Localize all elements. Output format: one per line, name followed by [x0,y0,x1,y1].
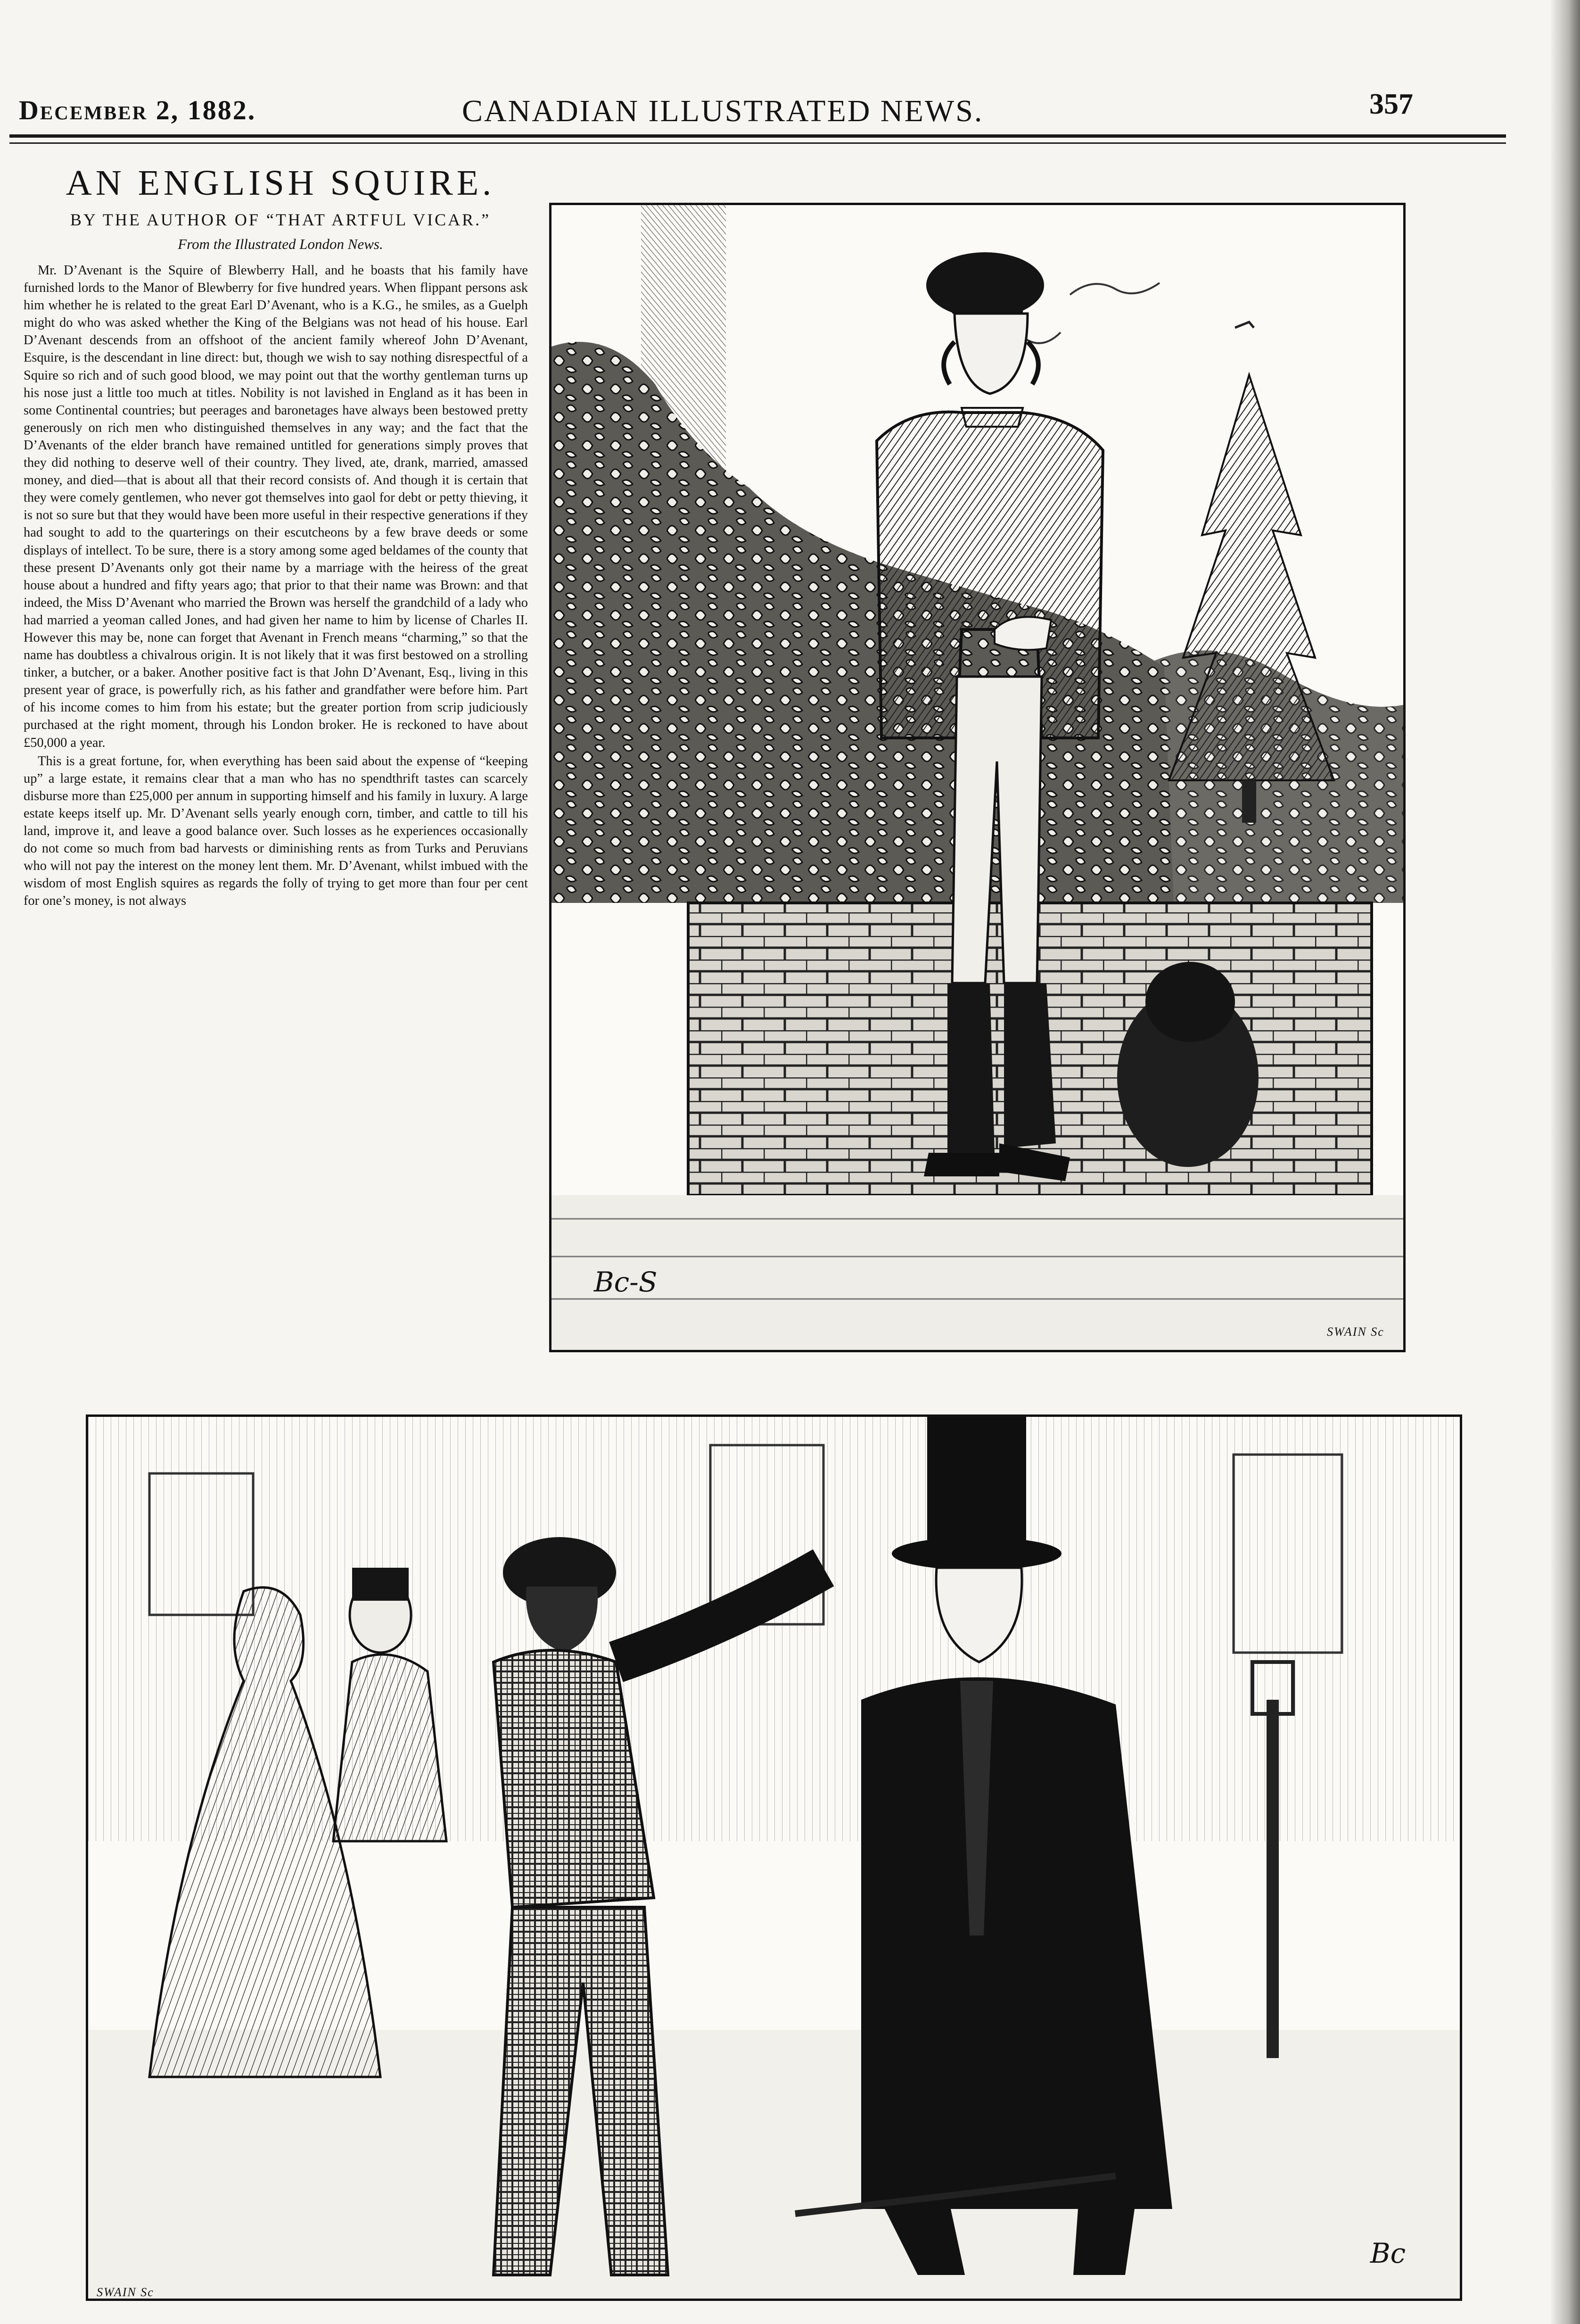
street-scene-drawing [88,1417,1460,2299]
article-title: AN ENGLISH SQUIRE. [66,163,495,203]
engraver-credit: SWAIN Sc [97,2285,154,2299]
publication-title: CANADIAN ILLUSTRATED NEWS. [462,94,984,128]
squire-engraving [549,203,1406,1352]
article-byline: BY THE AUTHOR OF “THAT ARTFUL VICAR.” [70,210,491,229]
article-paragraph: Mr. D’Avenant is the Squire of Blewberry Hall, and he boasts that his family have furnished lords to the Manor of Blewberry for five hundred years. When flippant persons ask him whether he is related to the great Earl D’Avenant, who is a K.G., he smiles, as a Guelph might do who was asked whether the King of the Belgians was not head of his house. Earl D’Avenant descends from an offshoot of the ancient family whereof John D’Avenant, Esquire, is the descendant in line direct: but, though we wish to say nothing disrespectful of a Squire so rich and of such good blood, we may point out that the worthy gentleman turns up his nose just a little too much at titles. Nobility is not lavished in England as it has been in some Continental countries; but peerages and baronetages have always been bestowed pretty generously on rich men who distinguished themselves in any way; and the fact that the D’Avenants of the elder branch have remained untitled for generations simply proves that they did nothing to deserve well of their country. They lived, ate, drank, married, amassed money, and died—that is about all that their record consists of. And though it is certain that they were comely gentlemen, who never got themselves into gaol for debt or petty thieving, it is not so sure but that they would have been more useful in their respective generations if they had sought to add to the quarterings on their escutcheons by a few brave deeds or some displays of intellect. To be sure, there is a story among some aged beldames of the county that these present D’Avenants only got their name by a marriage with the heiress of the great house about a hundred and fifty years ago; that prior to that their name was Brown: and that indeed, the Miss D’Avenant who married the Brown was herself the grandchild of a lady who had married a yeoman called Jones, and had given her name to him by license of Charles II. However this may be, none can forget that Avenant in French means “charming,” so that the name has doubtless a chivalrous origin. It is not likely that it was first bestowed on a strolling tinker, a butcher, or a baker. Another positive fact is that John D’Avenant, Esq., living in this present year of grace, is powerfully rich, as his father and grandfather were before him. Part of his income comes to him from his estate; but the greater portion from scrip judiciously purchased at the right moment, through his London broker. He is reckoned to have about £50,000 a year. [24,263,528,750]
article-body [24,262,528,1341]
squire-engraving-drawing [551,205,1403,1350]
page-edge-shadow [1551,0,1580,2324]
issue-date: December 2, 1882. [19,95,256,125]
engraver-credit: SWAIN Sc [1327,1325,1384,1339]
article-source: From the Illustrated London News. [178,236,383,252]
header-rule-thick [9,134,1506,138]
artist-signature: Bc [1370,2237,1406,2269]
article-paragraph: This is a great fortune, for, when everything has been said about the expense of “keeping up” a large estate, it remains clear that a man who has no spendthrift tastes can scarcely disburse more than £25,000 per annum in supporting himself and his family in luxury. A large estate keeps itself up. Mr. D’Avenant sells yearly enough corn, timber, and cattle to till his land, improve it, and leave a good balance over. Such losses as he experiences occasionally do not come so much from bad harvests or diminishing rents as from Turks and Peruvians who will not pay the interest on the money lent them. Mr. D’Avenant, whilst imbued with the wisdom of most English squires as regards the folly of trying to get more than four per cent for one’s money, is not always [24,753,528,909]
artist-signature: Bc-S [594,1266,658,1298]
page-number: 357 [1369,88,1413,120]
article-column [24,163,537,1356]
street-scene-engraving [86,1414,1462,2301]
header-rule-thin [9,142,1506,144]
